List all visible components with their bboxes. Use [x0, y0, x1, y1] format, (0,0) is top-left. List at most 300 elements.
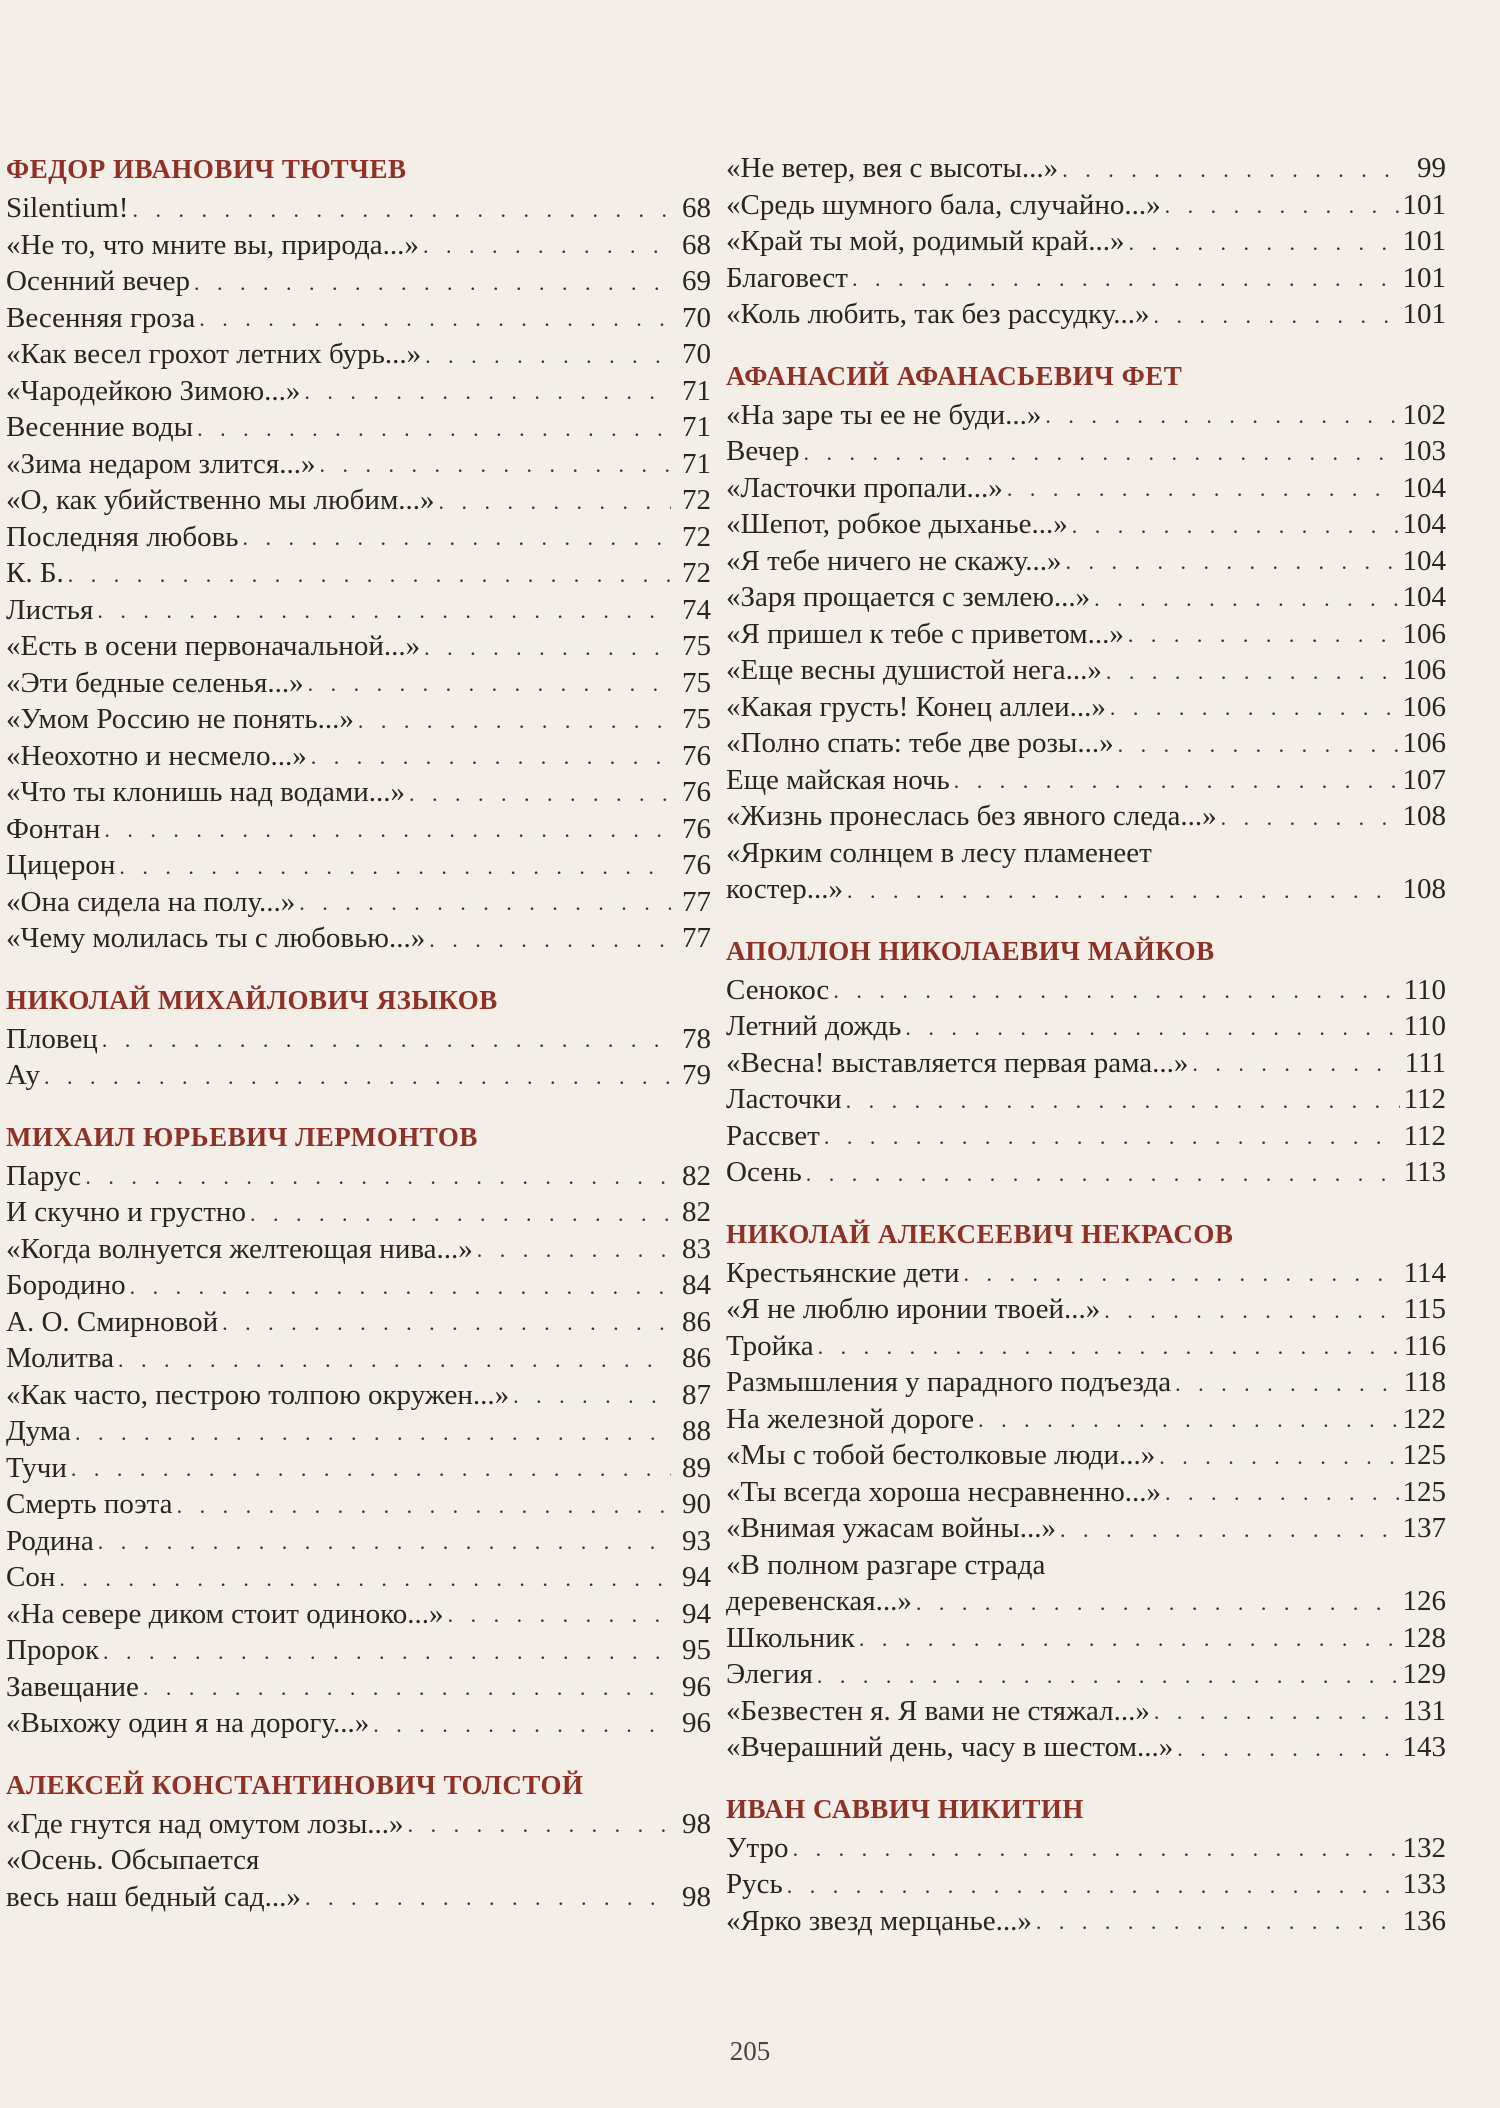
dot-leader [358, 710, 671, 732]
entry-page-number: 94 [682, 1561, 711, 1593]
author-heading: ИВАН САВВИЧ НИКИТИН [726, 1793, 1084, 1824]
author-section [6, 1116, 711, 1742]
toc-entry [6, 1523, 711, 1560]
toc-entry [6, 1596, 711, 1633]
entry-title: «Чему молилась ты с любовью...» [6, 922, 426, 954]
toc-entry [6, 1021, 711, 1058]
entry-title: Утро [726, 1831, 789, 1864]
entry-title: Размышления у парадного подъезда [726, 1366, 1172, 1398]
entry-page-number: 88 [682, 1415, 711, 1447]
dot-leader [1060, 1519, 1399, 1541]
entry-page-number: 126 [1402, 1585, 1446, 1617]
entry-title: «На заре ты ее не буди...» [726, 398, 1042, 431]
entry-title: «Жизнь пронеслась без явного следа...» [726, 800, 1217, 832]
dot-leader [103, 1641, 671, 1663]
entry-title: Русь [726, 1868, 783, 1900]
toc-entry [726, 835, 1446, 908]
dot-leader [1221, 807, 1399, 829]
entry-page-number: 112 [1403, 1083, 1446, 1115]
entry-title: «Край ты мой, родимый край...» [726, 225, 1125, 257]
entry-title-continuation: деревенская...» [726, 1585, 912, 1617]
entry-page-number: 76 [682, 849, 711, 881]
contents-left-column [6, 148, 711, 1937]
entry-page-number: 113 [1403, 1156, 1446, 1188]
entry-title: «Ярким солнцем в лесу пламенеет [726, 836, 1152, 869]
dot-leader [1129, 232, 1399, 254]
entry-title: Последняя любовь [6, 520, 239, 553]
entry-title: «Осень. Обсыпается [6, 1844, 260, 1876]
entry-title: Ау [6, 1059, 40, 1091]
entry-title: «Я тебе ничего не скажу...» [726, 544, 1062, 577]
toc-entry [726, 1437, 1446, 1474]
dot-leader [177, 1495, 671, 1517]
entry-title: «О, как убийственно мы любим...» [6, 484, 435, 516]
toc-entry [726, 1118, 1446, 1155]
dot-leader [916, 1592, 1399, 1614]
entry-title: «Ты всегда хороша несравненно...» [726, 1475, 1162, 1508]
dot-leader [319, 454, 671, 476]
dot-leader [143, 1677, 671, 1699]
entry-title: Тройка [726, 1329, 814, 1362]
dot-leader [1072, 515, 1399, 537]
dot-leader [787, 1875, 1399, 1897]
dot-leader [423, 235, 671, 257]
entry-title: «Какая грусть! Конец аллеи...» [726, 690, 1106, 723]
dot-leader [964, 1263, 1400, 1285]
dot-leader [1106, 661, 1399, 683]
toc-entry [6, 1377, 711, 1414]
toc-entry [6, 1669, 711, 1706]
toc-entry [726, 1510, 1446, 1547]
entry-page-number: 72 [682, 557, 711, 589]
entry-title: «Когда волнуется желтеющая нива...» [6, 1232, 473, 1265]
entry-title: Школьник [726, 1621, 855, 1654]
toc-entry [726, 972, 1446, 1009]
entry-title: На железной дороге [726, 1402, 975, 1435]
entry-title: «Чародейкою Зимою...» [6, 374, 301, 407]
toc-entry [726, 1866, 1446, 1903]
entry-title: «Зима недаром злится...» [6, 447, 316, 480]
toc-entry [6, 336, 711, 373]
entry-title: «Эти бедные селенья...» [6, 666, 304, 699]
entry-title: Бородино [6, 1269, 126, 1301]
entry-page-number: 143 [1402, 1731, 1446, 1763]
toc-entry [6, 774, 711, 811]
toc-entry [6, 1632, 711, 1669]
toc-entry [6, 811, 711, 848]
toc-entry [726, 1364, 1446, 1401]
toc-entry [726, 260, 1446, 297]
toc-entry [6, 701, 711, 738]
entry-page-number: 76 [682, 812, 711, 845]
author-section [726, 930, 1446, 1191]
entry-title: Дума [6, 1415, 71, 1447]
dot-leader [1192, 1053, 1400, 1075]
dot-leader [1110, 697, 1399, 719]
toc-entry [6, 847, 711, 884]
entry-page-number: 104 [1402, 508, 1446, 540]
entry-title: И скучно и грустно [6, 1196, 246, 1228]
entry-page-number: 71 [682, 411, 711, 443]
author-section [726, 355, 1446, 908]
entry-page-number: 76 [682, 776, 711, 808]
entry-page-number: 77 [682, 922, 711, 954]
toc-entry [6, 665, 711, 702]
entry-title-continuation: весь наш бедный сад...» [6, 1880, 301, 1913]
toc-entry [726, 150, 1446, 187]
toc-entry [6, 1057, 711, 1094]
entry-page-number: 98 [682, 1880, 711, 1913]
dot-leader [197, 418, 671, 440]
dot-leader [793, 1838, 1399, 1860]
entry-title: «Полно спать: тебе две розы...» [726, 727, 1114, 759]
dot-leader [1036, 1911, 1399, 1933]
toc-entry [726, 1081, 1446, 1118]
entry-title: Рассвет [726, 1119, 820, 1152]
entry-page-number: 102 [1402, 398, 1446, 431]
entry-page-number: 128 [1402, 1621, 1446, 1654]
dot-leader [803, 442, 1398, 464]
entry-page-number: 98 [682, 1807, 711, 1840]
entry-page-number: 94 [682, 1597, 711, 1630]
entry-page-number: 129 [1402, 1658, 1446, 1690]
dot-leader [1165, 195, 1399, 217]
dot-leader [852, 268, 1399, 290]
entry-page-number: 101 [1402, 188, 1446, 221]
dot-leader [1007, 478, 1399, 500]
dot-leader [1062, 159, 1406, 181]
entry-title: «Ярко звезд мерцанье...» [726, 1904, 1032, 1937]
entry-title: Silentium! [6, 192, 129, 224]
entry-page-number: 95 [682, 1634, 711, 1666]
toc-entry [6, 409, 711, 446]
toc-entry [6, 446, 711, 483]
dot-leader [429, 929, 671, 951]
entry-page-number: 101 [1402, 261, 1446, 294]
dot-leader [1165, 1482, 1398, 1504]
entry-page-number: 106 [1402, 654, 1446, 686]
entry-page-number: 86 [682, 1305, 711, 1338]
author-section [6, 148, 711, 957]
toc-entry [6, 300, 711, 337]
entry-page-number: 86 [682, 1342, 711, 1374]
toc-entry [726, 1154, 1446, 1191]
entry-page-number: 83 [682, 1232, 711, 1265]
entry-page-number: 74 [682, 593, 711, 626]
dot-leader [102, 1029, 671, 1051]
dot-leader [97, 600, 671, 622]
entry-page-number: 104 [1402, 544, 1446, 577]
toc-entry [6, 1450, 711, 1487]
toc-entry [726, 223, 1446, 260]
entry-title: «Шепот, робкое дыханье...» [726, 508, 1068, 540]
entry-title: «Мы с тобой бестолковые люди...» [726, 1439, 1156, 1471]
dot-leader [1177, 1738, 1398, 1760]
toc-entry [726, 652, 1446, 689]
entry-page-number: 96 [682, 1707, 711, 1739]
toc-entry [726, 1008, 1446, 1045]
dot-leader [409, 783, 671, 805]
dot-leader [847, 880, 1398, 902]
toc-entry [726, 1291, 1446, 1328]
dot-leader [308, 673, 671, 695]
toc-entry [726, 187, 1446, 224]
entry-title: Родина [6, 1524, 94, 1557]
toc-entry [6, 1806, 711, 1843]
entry-page-number: 110 [1403, 1010, 1446, 1042]
entry-title: «Вчерашний день, часу в шестом...» [726, 1731, 1174, 1763]
dot-leader [1175, 1373, 1399, 1395]
author-section [726, 1788, 1446, 1940]
entry-page-number: 69 [682, 265, 711, 297]
dot-leader [1118, 734, 1399, 756]
toc-entry [6, 482, 711, 519]
entry-page-number: 114 [1403, 1256, 1446, 1289]
toc-entry [6, 1194, 711, 1231]
entry-page-number: 111 [1404, 1046, 1446, 1079]
entry-title: Летний дождь [726, 1010, 902, 1042]
entry-title: Сенокос [726, 973, 830, 1006]
toc-entry [726, 543, 1446, 580]
entry-title: Листья [6, 593, 94, 626]
entry-title: Пророк [6, 1634, 100, 1666]
entry-title: «Как часто, пестрою толпою окружен...» [6, 1378, 510, 1411]
toc-entry [726, 725, 1446, 762]
entry-page-number: 103 [1402, 435, 1446, 467]
toc-entry [6, 1267, 711, 1304]
author-section [6, 1764, 711, 1916]
entry-page-number: 125 [1402, 1439, 1446, 1471]
entry-page-number: 122 [1402, 1402, 1446, 1435]
toc-entry [726, 1045, 1446, 1082]
author-heading: АЛЕКСЕЙ КОНСТАНТИНОВИЧ ТОЛСТОЙ [6, 1769, 584, 1800]
entry-page-number: 112 [1403, 1119, 1446, 1152]
dot-leader [311, 746, 671, 768]
dot-leader [1154, 1701, 1399, 1723]
entry-page-number: 101 [1402, 298, 1446, 330]
toc-entry [726, 506, 1446, 543]
toc-entry [6, 1559, 711, 1596]
dot-leader [1128, 624, 1399, 646]
toc-entry [726, 470, 1446, 507]
dot-leader [824, 1126, 1400, 1148]
entry-title: Молитва [6, 1342, 115, 1374]
entry-title: «Безвестен я. Я вами не стяжал...» [726, 1694, 1150, 1727]
dot-leader [1154, 305, 1399, 327]
toc-entry [6, 227, 711, 264]
toc-entry [6, 519, 711, 556]
entry-title: «Неохотно и несмело...» [6, 739, 307, 772]
toc-entry [6, 1842, 711, 1915]
toc-entry [6, 920, 711, 957]
dot-leader [817, 1665, 1399, 1687]
dot-leader [85, 1166, 671, 1188]
entry-page-number: 104 [1402, 471, 1446, 504]
entry-title: Вечер [726, 435, 800, 467]
toc-entry [726, 1328, 1446, 1365]
dot-leader [75, 1422, 671, 1444]
entry-title: «Ласточки пропали...» [726, 471, 1003, 504]
entry-page-number: 133 [1402, 1868, 1446, 1900]
dot-leader [199, 308, 671, 330]
entry-title: «Есть в осени первоначальной...» [6, 630, 421, 662]
entry-title: Осенний вечер [6, 265, 190, 297]
toc-entry [6, 1231, 711, 1268]
author-heading: АФАНАСИЙ АФАНАСЬЕВИЧ ФЕТ [726, 360, 1183, 391]
entry-page-number: 82 [682, 1196, 711, 1228]
entry-page-number: 68 [682, 192, 711, 224]
page-number: 205 [729, 2036, 771, 2066]
entry-page-number: 76 [682, 739, 711, 772]
entry-title: «В полном разгаре страда [726, 1548, 1046, 1581]
entry-title: Ласточки [726, 1083, 842, 1115]
entry-title: «Еще весны душистой нега...» [726, 654, 1102, 686]
dot-leader [243, 527, 671, 549]
entry-page-number: 78 [682, 1022, 711, 1055]
entry-title: Весенние воды [6, 411, 194, 443]
toc-entry [726, 1830, 1446, 1867]
toc-entry [6, 1413, 711, 1450]
entry-title: Осень [726, 1156, 802, 1188]
entry-title: Смерть поэта [6, 1488, 173, 1520]
dot-leader [859, 1628, 1399, 1650]
entry-page-number: 84 [682, 1269, 711, 1301]
entry-title: «Как весел грохот летних бурь...» [6, 338, 422, 370]
toc-entry [726, 1693, 1446, 1730]
dot-leader [833, 980, 1399, 1002]
entry-page-number: 79 [682, 1059, 711, 1091]
entry-title: «Что ты клонишь над водами...» [6, 776, 406, 808]
dot-leader [1045, 405, 1398, 427]
dot-leader [978, 1409, 1398, 1431]
toc-entry [6, 1304, 711, 1341]
entry-title: Сон [6, 1561, 56, 1593]
entry-page-number: 77 [682, 885, 711, 918]
dot-leader [119, 856, 671, 878]
entry-page-number: 72 [682, 484, 711, 516]
entry-page-number: 106 [1402, 617, 1446, 650]
toc-entry [6, 592, 711, 629]
toc-entry [726, 1729, 1446, 1766]
entry-title: «Заря прощается с землею...» [726, 581, 1091, 613]
entry-page-number: 132 [1402, 1831, 1446, 1864]
dot-leader [448, 1604, 671, 1626]
dot-leader [905, 1017, 1399, 1039]
contents-right-column [726, 150, 1446, 1961]
dot-leader [1104, 1300, 1399, 1322]
entry-page-number: 90 [682, 1488, 711, 1520]
dot-leader [130, 1276, 671, 1298]
entry-title: Еще майская ночь [726, 763, 950, 796]
dot-leader [1094, 588, 1398, 610]
author-section [726, 150, 1446, 333]
toc-entry [6, 628, 711, 665]
dot-leader [818, 1336, 1400, 1358]
entry-title: «Выхожу один я на дорогу...» [6, 1707, 370, 1739]
toc-entry [6, 1158, 711, 1195]
entry-title: «Весна! выставляется первая рама...» [726, 1046, 1189, 1079]
toc-entry [726, 616, 1446, 653]
author-section [6, 979, 711, 1094]
toc-entry [6, 1340, 711, 1377]
toc-entry [6, 555, 711, 592]
toc-entry [726, 296, 1446, 333]
dot-leader [373, 1714, 671, 1736]
author-heading: НИКОЛАЙ АЛЕКСЕЕВИЧ НЕКРАСОВ [726, 1218, 1234, 1249]
dot-leader [513, 1385, 671, 1407]
dot-leader [954, 770, 1399, 792]
entry-page-number: 70 [682, 301, 711, 334]
author-heading: НИКОЛАЙ МИХАЙЛОВИЧ ЯЗЫКОВ [6, 984, 498, 1015]
toc-entry [726, 1474, 1446, 1511]
toc-entry [726, 397, 1446, 434]
entry-title: Крестьянские дети [726, 1256, 960, 1289]
entry-page-number: 75 [682, 703, 711, 735]
entry-title: «Внимая ужасам войны...» [726, 1512, 1056, 1544]
toc-entry [6, 1486, 711, 1523]
dot-leader [304, 381, 671, 403]
entry-page-number: 99 [1417, 152, 1446, 184]
toc-entry [6, 884, 711, 921]
entry-page-number: 75 [682, 630, 711, 662]
dot-leader [439, 491, 671, 513]
entry-page-number: 108 [1402, 873, 1446, 905]
dot-leader [194, 272, 671, 294]
toc-entry [726, 1620, 1446, 1657]
entry-page-number: 104 [1402, 581, 1446, 613]
toc-entry [726, 579, 1446, 616]
entry-title: Элегия [726, 1658, 813, 1690]
dot-leader [424, 637, 671, 659]
entry-page-number: 116 [1403, 1329, 1446, 1362]
entry-page-number: 106 [1402, 727, 1446, 759]
entry-title: «Я пришел к тебе с приветом...» [726, 617, 1124, 650]
entry-title: «Где гнутся над омутом лозы...» [6, 1807, 404, 1840]
author-heading: АПОЛЛОН НИКОЛАЕВИЧ МАЙКОВ [726, 935, 1215, 966]
entry-page-number: 106 [1402, 690, 1446, 723]
entry-title: Тучи [6, 1451, 67, 1484]
entry-title: А. О. Смирновой [6, 1305, 219, 1338]
entry-title: Цицерон [6, 849, 116, 881]
entry-page-number: 125 [1402, 1475, 1446, 1508]
entry-title: Завещание [6, 1670, 139, 1703]
dot-leader [71, 1458, 671, 1480]
entry-page-number: 72 [682, 520, 711, 553]
entry-page-number: 71 [682, 447, 711, 480]
entry-page-number: 82 [682, 1159, 711, 1192]
dot-leader [1159, 1446, 1398, 1468]
entry-page-number: 89 [682, 1451, 711, 1484]
toc-entry [726, 1255, 1446, 1292]
entry-title: К. Б. [6, 557, 64, 589]
toc-entry [726, 762, 1446, 799]
author-heading: МИХАИЛ ЮРЬЕВИЧ ЛЕРМОНТОВ [6, 1121, 478, 1152]
entry-page-number: 101 [1402, 225, 1446, 257]
dot-leader [806, 1163, 1400, 1185]
toc-entry [726, 798, 1446, 835]
dot-leader [44, 1066, 671, 1088]
entry-title: Фонтан [6, 812, 101, 845]
dot-leader [305, 1887, 671, 1909]
dot-leader [132, 199, 671, 221]
dot-leader [477, 1239, 671, 1261]
toc-entry [6, 1705, 711, 1742]
entry-title: «Средь шумного бала, случайно...» [726, 188, 1161, 221]
entry-title: «На севере диком стоит одиноко...» [6, 1597, 444, 1630]
entry-page-number: 137 [1402, 1512, 1446, 1544]
entry-page-number: 68 [682, 228, 711, 261]
entry-title: «Я не люблю иронии твоей...» [726, 1293, 1101, 1325]
